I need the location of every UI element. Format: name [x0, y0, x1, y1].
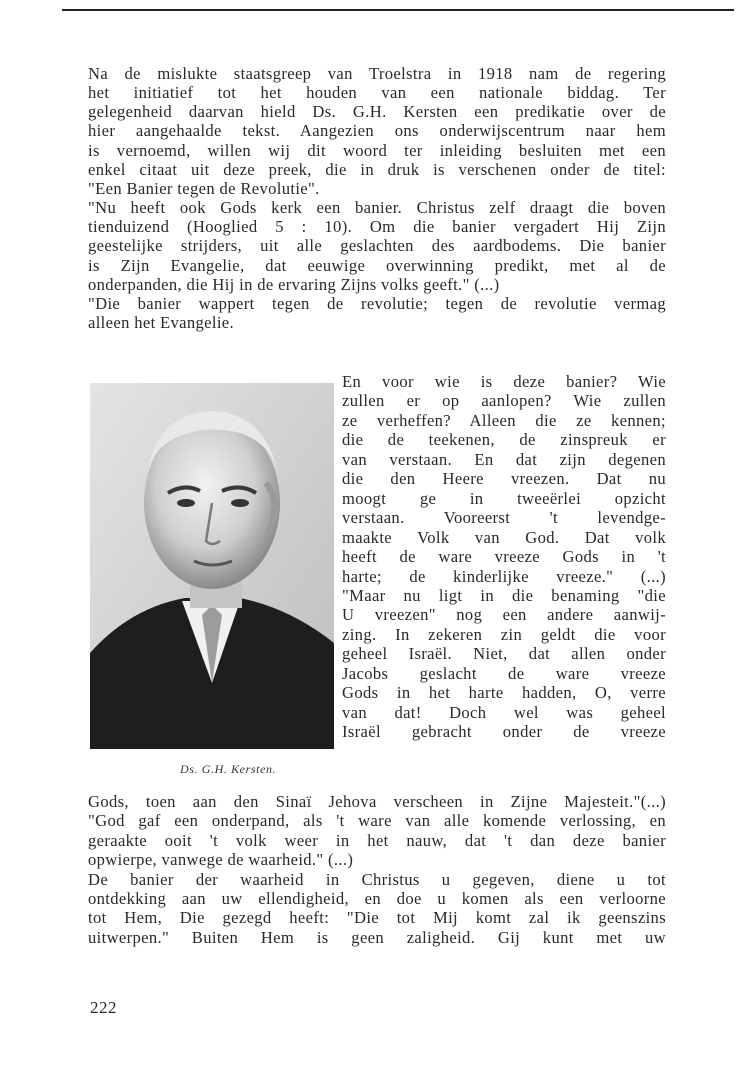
text-line: U vreezen" nog een andere aanwij- [342, 605, 666, 625]
text-line: uitwerpen." Buiten Hem is geen zaligheid. Gij kunt met uw [88, 927, 666, 947]
text-line: De banier der waarheid in Christus u gegeven, diene u tot [88, 869, 666, 889]
text-line: van dat! Doch wel was geheel [342, 702, 666, 722]
text-line: En voor wie is deze banier? Wie [342, 372, 666, 391]
text-line: maakte Volk van God. Dat volk [342, 527, 666, 547]
text-line: gelegenheid daarvan hield Ds. G.H. Kersten een predikatie over de [88, 102, 666, 122]
text-line: "Een Banier tegen de Revolutie". [88, 178, 320, 198]
text-line: opwierpe, vanwege de waarheid." (...) [88, 850, 354, 870]
text-line: geestelijke strijders, uit alle geslachten des aardbodems. Die banier [88, 236, 666, 256]
text-line: van verstaan. En dat zijn degenen [342, 449, 666, 469]
text-line: Na de mislukte staatsgreep van Troelstra in 1918 nam de regering [88, 64, 666, 83]
text-line: harte; de kinderlijke vreeze." (...) [342, 566, 666, 586]
text-line: tot Hem, Die gezegd heeft: "Die tot Mij komt zal ik geenszins [88, 908, 666, 928]
text-line: zing. In zekeren zin geldt die voor [342, 624, 666, 644]
top-rule [62, 9, 734, 11]
text-line: "Maar nu ligt in die benaming "die [342, 585, 666, 605]
text-line: "God gaf een onderpand, als 't ware van alle komende verlossing, en [88, 811, 666, 831]
text-line: is vernoemd, willen wij dit woord ter inleiding besluiten met een [88, 140, 666, 160]
text-line: moogt ge in tweeërlei opzicht [342, 488, 666, 508]
photo-caption: Ds. G.H. Kersten. [180, 762, 277, 776]
text-line: alleen het Evangelie. [88, 312, 235, 332]
text-line: heeft de ware vreeze Gods in 't [342, 547, 666, 567]
page-number: 222 [90, 998, 117, 1017]
text-line: Gods in het harte hadden, O, verre [342, 683, 666, 703]
text-line: die de teekenen, de zinspreuk er [342, 430, 666, 450]
text-line: "Nu heeft ook Gods kerk een banier. Christus zelf draagt die boven [88, 198, 666, 218]
text-line: zullen er op aanlopen? Wie zullen [342, 391, 666, 411]
text-line: ontdekking aan uw ellendigheid, en doe u komen als een verloorne [88, 889, 666, 908]
text-line: het initiatief tot het houden van een nationale biddag. Ter [88, 83, 666, 103]
text-line: geraakte ooit 't volk weer in het nauw, dat 't dan deze banier [88, 830, 666, 850]
text-line: Gods, toen aan den Sinaï Jehova verscheen in Zijne Majesteit."(...) [88, 792, 666, 811]
text-line: die den Heere vreezen. Dat nu [342, 469, 666, 489]
text-line: "Die banier wappert tegen de revolutie; tegen de revolutie vermag [88, 293, 666, 313]
text-line: ze verheffen? Alleen die ze kennen; [342, 410, 666, 430]
text-line: verstaan. Vooreerst 't levendge- [342, 508, 666, 528]
text-line: is Zijn Evangelie, dat eeuwige overwinning predikt, met al de [88, 255, 666, 275]
text-line: hier aangehaalde tekst. Aangezien ons onderwijscentrum naar hem [88, 121, 666, 141]
text-line: onderpanden, die Hij in de ervaring Zijns volks geeft." (...) [88, 274, 500, 294]
text-line: tienduizend (Hooglied 5 : 10). Om die banier vergadert Hij Zijn [88, 217, 666, 237]
text-line: geheel Israël. Niet, dat allen onder [342, 644, 666, 664]
portrait-photo [90, 383, 334, 749]
text-line: Jacobs geslacht de ware vreeze [342, 663, 666, 683]
text-line: Israël gebracht onder de vreeze [342, 722, 666, 742]
text-line: enkel citaat uit deze preek, die in druk is verschenen onder de titel: [88, 159, 666, 179]
